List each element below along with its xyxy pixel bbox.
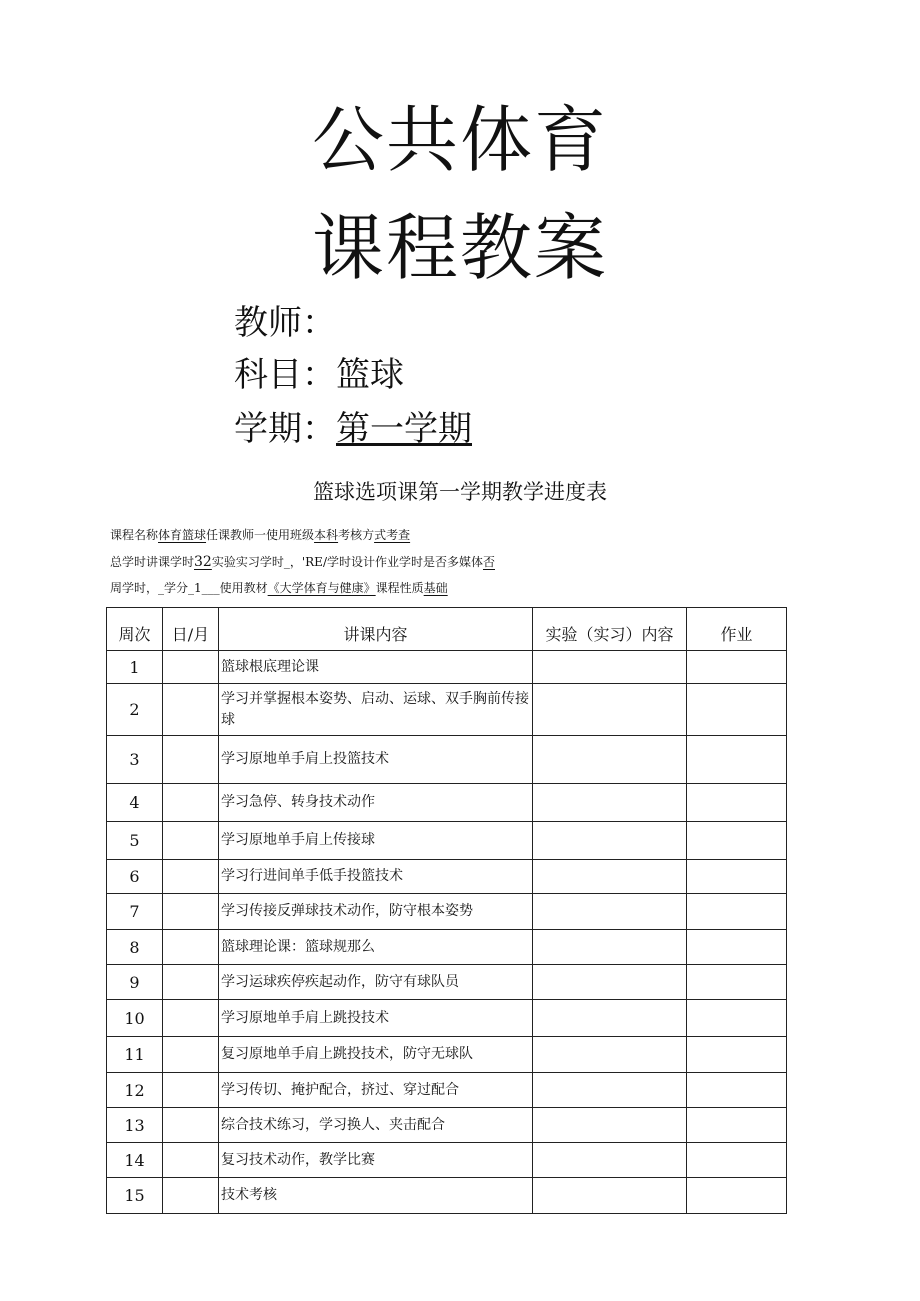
homework-cell bbox=[687, 1000, 787, 1037]
multimedia-value: 否 bbox=[482, 555, 495, 569]
date-cell bbox=[163, 1143, 219, 1178]
lecture-cell: 篮球理论课：篮球规那么 bbox=[219, 930, 533, 965]
week-cell: 11 bbox=[107, 1037, 163, 1073]
subject-value: 篮球 bbox=[336, 355, 404, 395]
nature-value: 基础 bbox=[423, 581, 448, 595]
lecture-hours: 32 bbox=[194, 554, 212, 570]
cover-title-line2: 课程教案 bbox=[311, 206, 608, 290]
week-cell: 13 bbox=[107, 1108, 163, 1143]
lab-cell bbox=[533, 1037, 687, 1073]
lab-cell bbox=[533, 860, 687, 894]
date-cell bbox=[163, 684, 219, 736]
table-row bbox=[107, 894, 787, 930]
homework-cell bbox=[687, 1108, 787, 1143]
week-cell: 15 bbox=[107, 1178, 163, 1214]
table-row bbox=[107, 1073, 787, 1108]
lab-text: 实验实习学时_，'RE/学时设计作业学时是否多媒体 bbox=[211, 555, 483, 569]
week-cell: 12 bbox=[107, 1073, 163, 1108]
textbook-value: 《大学体育与健康》 bbox=[267, 581, 376, 595]
schedule-title: 篮球选项课第一学期教学进度表 bbox=[313, 480, 607, 504]
week-cell: 5 bbox=[107, 822, 163, 860]
table-row bbox=[107, 684, 787, 736]
hours-text: 总学时讲课学时 bbox=[110, 555, 195, 569]
date-cell bbox=[163, 1073, 219, 1108]
lecture-cell: 学习运球疾停疾起动作，防守有球队员 bbox=[219, 965, 533, 1000]
table-row bbox=[107, 965, 787, 1000]
homework-cell bbox=[687, 1037, 787, 1073]
table-row bbox=[107, 860, 787, 894]
table-row bbox=[107, 930, 787, 965]
exam-value: 式考查 bbox=[374, 528, 411, 542]
week-cell: 14 bbox=[107, 1143, 163, 1178]
teacher-label: 教师： bbox=[234, 303, 336, 343]
table-row bbox=[107, 1143, 787, 1178]
header-lecture: 讲课内容 bbox=[219, 608, 533, 651]
lecture-cell: 学习原地单手肩上投篮技术 bbox=[219, 736, 533, 784]
week-cell: 9 bbox=[107, 965, 163, 1000]
lab-cell bbox=[533, 822, 687, 860]
date-cell bbox=[163, 860, 219, 894]
date-cell bbox=[163, 965, 219, 1000]
homework-cell bbox=[687, 822, 787, 860]
subject-label: 科目： bbox=[234, 355, 336, 395]
lecture-cell: 学习并掌握根本姿势、启动、运球、双手胸前传接球 bbox=[219, 684, 533, 736]
homework-cell bbox=[687, 860, 787, 894]
date-cell bbox=[163, 822, 219, 860]
lab-cell bbox=[533, 684, 687, 736]
meta-line-2 bbox=[110, 555, 495, 569]
homework-cell bbox=[687, 1073, 787, 1108]
homework-cell bbox=[687, 894, 787, 930]
teacher-class-text: 任课教师一使用班级 bbox=[206, 528, 315, 542]
date-cell bbox=[163, 651, 219, 684]
course-name: 体育篮球 bbox=[158, 528, 207, 542]
lecture-cell: 学习原地单手肩上跳投技术 bbox=[219, 1000, 533, 1037]
homework-cell bbox=[687, 651, 787, 684]
lecture-cell: 技术考核 bbox=[219, 1178, 533, 1214]
homework-cell bbox=[687, 736, 787, 784]
exam-label: 考核方 bbox=[338, 528, 375, 542]
subject-line bbox=[234, 355, 404, 395]
week-cell: 7 bbox=[107, 894, 163, 930]
lab-cell bbox=[533, 1143, 687, 1178]
homework-cell bbox=[687, 965, 787, 1000]
cover-title-line1: 公共体育 bbox=[311, 98, 608, 182]
nature-label: 课程性质 bbox=[375, 581, 424, 595]
lab-cell bbox=[533, 651, 687, 684]
lab-cell bbox=[533, 784, 687, 822]
schedule-body bbox=[107, 651, 787, 1214]
term-label: 学期： bbox=[234, 409, 336, 449]
homework-cell bbox=[687, 930, 787, 965]
homework-cell bbox=[687, 784, 787, 822]
date-cell bbox=[163, 894, 219, 930]
date-cell bbox=[163, 1037, 219, 1073]
lecture-cell: 学习原地单手肩上传接球 bbox=[219, 822, 533, 860]
header-lab: 实验（实习）内容 bbox=[533, 608, 687, 651]
lab-cell bbox=[533, 1178, 687, 1214]
lecture-cell: 复习原地单手肩上跳投技术，防守无球队 bbox=[219, 1037, 533, 1073]
table-row bbox=[107, 822, 787, 860]
date-cell bbox=[163, 1108, 219, 1143]
date-cell bbox=[163, 930, 219, 965]
lab-cell bbox=[533, 894, 687, 930]
date-cell bbox=[163, 1178, 219, 1214]
meta-line-1 bbox=[110, 529, 410, 541]
table-row bbox=[107, 1000, 787, 1037]
week-cell: 2 bbox=[107, 684, 163, 736]
class-value: 本科 bbox=[314, 528, 339, 542]
course-name-label: 课程名称 bbox=[110, 528, 159, 542]
lab-cell bbox=[533, 930, 687, 965]
lecture-cell: 篮球根底理论课 bbox=[219, 651, 533, 684]
week-cell: 3 bbox=[107, 736, 163, 784]
table-row bbox=[107, 1037, 787, 1073]
date-cell bbox=[163, 784, 219, 822]
lab-cell bbox=[533, 965, 687, 1000]
table-row bbox=[107, 784, 787, 822]
table-row bbox=[107, 651, 787, 684]
homework-cell bbox=[687, 1178, 787, 1214]
lecture-cell: 学习传切、掩护配合，挤过、穿过配合 bbox=[219, 1073, 533, 1108]
lab-cell bbox=[533, 1073, 687, 1108]
teacher-line bbox=[234, 303, 336, 343]
term-value: 第一学期 bbox=[336, 409, 472, 449]
week-cell: 8 bbox=[107, 930, 163, 965]
date-cell bbox=[163, 1000, 219, 1037]
table-row bbox=[107, 1178, 787, 1214]
date-cell bbox=[163, 736, 219, 784]
homework-cell bbox=[687, 684, 787, 736]
term-line bbox=[234, 409, 472, 449]
lecture-cell: 复习技术动作，教学比赛 bbox=[219, 1143, 533, 1178]
lab-cell bbox=[533, 1000, 687, 1037]
week-cell: 6 bbox=[107, 860, 163, 894]
table-header-row bbox=[107, 608, 787, 651]
meta-line-3 bbox=[110, 582, 448, 594]
lecture-cell: 学习行进间单手低手投篮技术 bbox=[219, 860, 533, 894]
week-cell: 1 bbox=[107, 651, 163, 684]
schedule-table bbox=[106, 607, 787, 1214]
lecture-cell: 综合技术练习，学习换人、夹击配合 bbox=[219, 1108, 533, 1143]
table-row bbox=[107, 736, 787, 784]
lecture-cell: 学习传接反弹球技术动作，防守根本姿势 bbox=[219, 894, 533, 930]
week-cell: 4 bbox=[107, 784, 163, 822]
lecture-cell: 学习急停、转身技术动作 bbox=[219, 784, 533, 822]
weekly-text: 周学时，_学分_1___使用教材 bbox=[110, 581, 268, 595]
lab-cell bbox=[533, 736, 687, 784]
lab-cell bbox=[533, 1108, 687, 1143]
header-date: 日/月 bbox=[163, 608, 219, 651]
week-cell: 10 bbox=[107, 1000, 163, 1037]
header-week: 周次 bbox=[107, 608, 163, 651]
header-homework: 作业 bbox=[687, 608, 787, 651]
table-row bbox=[107, 1108, 787, 1143]
homework-cell bbox=[687, 1143, 787, 1178]
